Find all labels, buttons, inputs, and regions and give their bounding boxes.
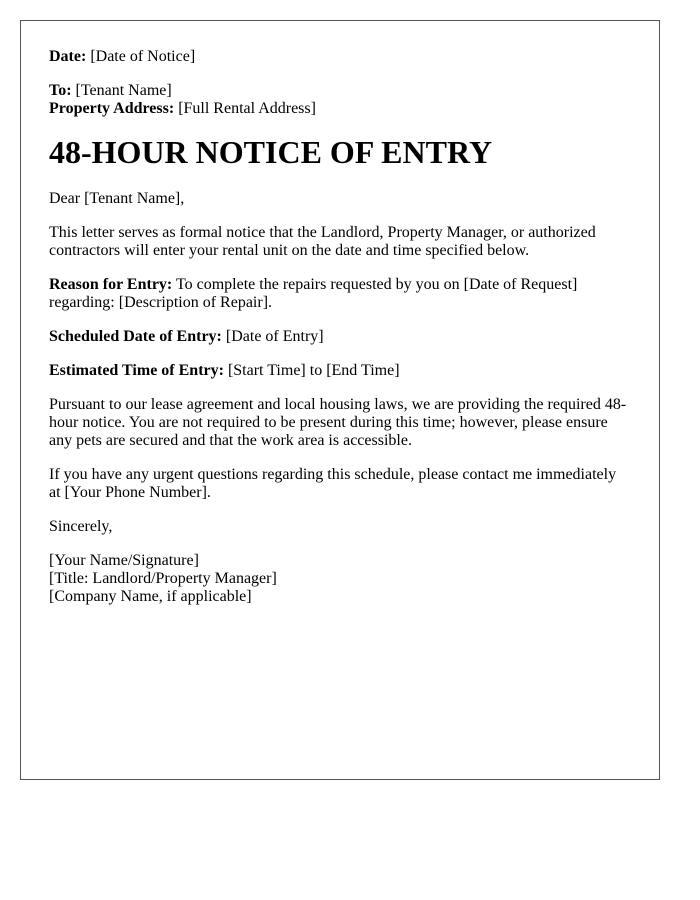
closing: Sincerely, — [49, 518, 113, 535]
to-value: [Tenant Name] — [75, 82, 172, 99]
date-value: [Date of Notice] — [90, 48, 196, 65]
date-label: Date: — [49, 48, 87, 65]
date-line — [49, 48, 631, 66]
address-value: [Full Rental Address] — [178, 100, 316, 117]
signature-title: [Title: Landlord/Property Manager] — [49, 570, 277, 587]
address-label: Property Address: — [49, 100, 175, 117]
letter-page — [20, 20, 660, 780]
contact-paragraph: If you have any urgent questions regarding this schedule, please contact me immediately at [Your Phone Number]. — [49, 466, 617, 501]
estimated-time-value: [Start Time] to [End Time] — [227, 362, 400, 379]
to-label: To: — [49, 82, 72, 99]
scheduled-date-paragraph — [49, 328, 631, 346]
signature-name: [Your Name/Signature] — [49, 552, 199, 569]
estimated-time-paragraph — [49, 362, 631, 380]
reason-value: To complete the repairs requested by you on [Date of Request] regarding: [Description of Repair]. — [49, 276, 578, 311]
estimated-time-label: Estimated Time of Entry: — [49, 362, 224, 379]
to-line — [49, 82, 631, 100]
reason-paragraph — [49, 276, 631, 312]
scheduled-date-label: Scheduled Date of Entry: — [49, 328, 222, 345]
scheduled-date-value: [Date of Entry] — [225, 328, 324, 345]
address-line — [49, 100, 631, 118]
pursuant-paragraph: Pursuant to our lease agreement and local housing laws, we are providing the required 48-hour notice. You are not required to be present during this time; however, please ensure any pets are secured and that the work area is accessible. — [49, 396, 627, 449]
notice-title: 48-HOUR NOTICE OF ENTRY — [49, 134, 493, 170]
salutation: Dear [Tenant Name], — [49, 190, 185, 207]
signature-block — [49, 552, 631, 606]
signature-company: [Company Name, if applicable] — [49, 588, 252, 605]
reason-label: Reason for Entry: — [49, 276, 173, 293]
intro-paragraph: This letter serves as formal notice that the Landlord, Property Manager, or authorized contractors will enter your rental unit on the date and time specified below. — [49, 224, 596, 259]
